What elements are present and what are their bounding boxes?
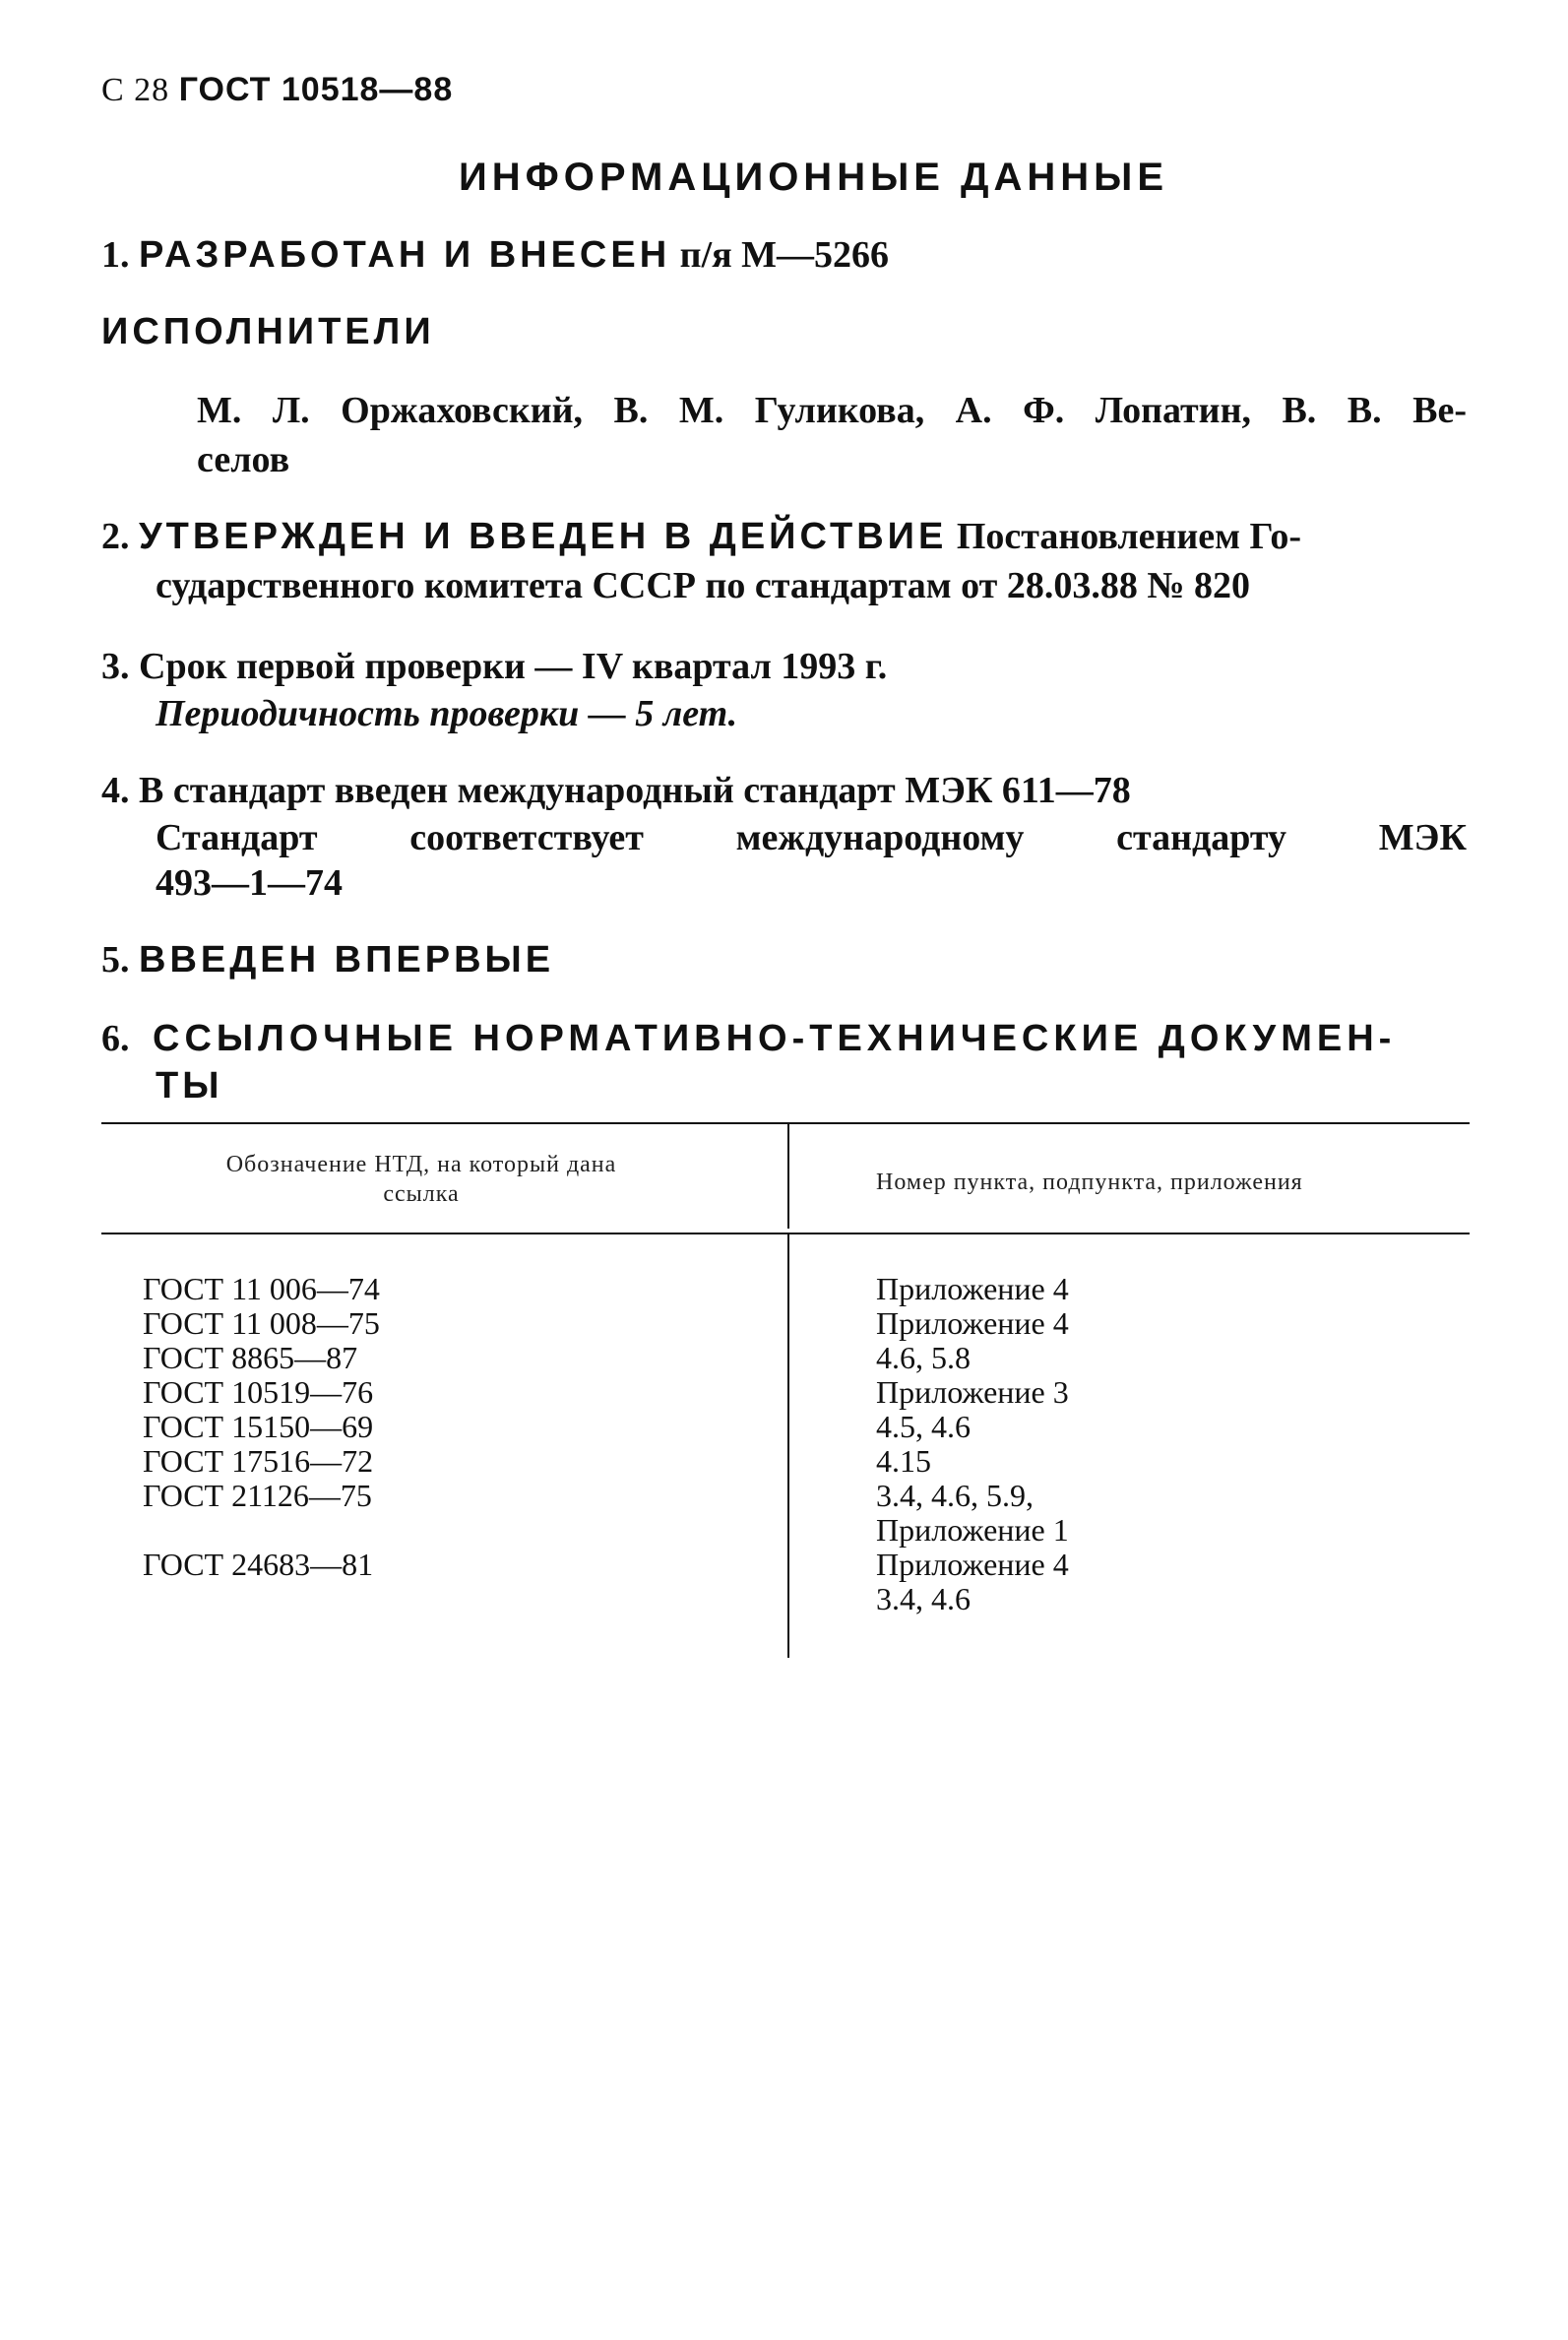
section-5: [101, 935, 554, 984]
table-cell-ref: Приложение 1: [876, 1512, 1069, 1548]
standard-designation: ГОСТ 10518—88: [178, 71, 454, 108]
table-cell-doc: ГОСТ 11 008—75: [143, 1305, 380, 1341]
section-1: [101, 230, 889, 280]
running-head: [101, 71, 453, 109]
table-cell-ref: Приложение 4: [876, 1271, 1069, 1306]
page-prefix: С 28: [101, 72, 170, 108]
table-doc-column: [143, 1272, 733, 1582]
section-6-line-2: ТЫ: [156, 1065, 223, 1107]
header-left-line-2: ссылка: [383, 1181, 460, 1207]
section-4-line-2: Стандарт соответствует международному стандарту МЭК: [156, 817, 1467, 858]
table-cell-ref: 4.6, 5.8: [876, 1340, 971, 1375]
page-title: ИНФОРМАЦИОННЫЕ ДАННЫЕ: [458, 156, 1169, 199]
executors-line-1: М. Л. Оржаховский, В. М. Гуликова, А. Ф. Лопатин, В. В. Ве-: [197, 390, 1467, 431]
section-3-line-2: Периодичность проверки — 5 лет.: [156, 693, 738, 734]
table-top-rule: [101, 1122, 1470, 1124]
table-body-divider: [787, 1234, 789, 1658]
section-number: 5.: [101, 939, 130, 980]
section-number: 2.: [101, 516, 130, 557]
section-heading: УТВЕРЖДЕН И ВВЕДЕН В ДЕЙСТВИЕ: [139, 516, 948, 557]
table-cell-ref: Приложение 3: [876, 1374, 1069, 1410]
section-number: 3.: [101, 646, 130, 687]
table-cell-ref: Приложение 4: [876, 1305, 1069, 1341]
table-cell-ref: 4.15: [876, 1443, 931, 1479]
table-header-right: Номер пункта, подпункта, приложения: [876, 1170, 1303, 1195]
section-2: [101, 512, 1301, 561]
section-number: 1.: [101, 234, 130, 276]
section-2-line-2: сударственного комитета СССР по стандартам от 28.03.88 № 820: [156, 565, 1251, 606]
section-text: п/я М—5266: [679, 234, 890, 276]
section-4-line-3: 493—1—74: [156, 862, 343, 904]
section-6: [101, 1014, 1470, 1063]
table-cell-ref: 3.4, 4.6, 5.9,: [876, 1478, 1034, 1513]
table-header-rule: [101, 1233, 1470, 1234]
section-text: В стандарт введен международный стандарт МЭК 611—78: [139, 770, 1131, 811]
table-cell-doc: ГОСТ 21126—75: [143, 1478, 372, 1513]
table-cell-doc: ГОСТ 10519—76: [143, 1374, 374, 1410]
section-text: Постановлением Го-: [956, 516, 1302, 557]
table-header-left: [101, 1150, 741, 1209]
section-text: Срок первой проверки — IV квартал 1993 г.: [139, 646, 888, 687]
table-cell-doc: ГОСТ 15150—69: [143, 1409, 374, 1444]
section-heading: ССЫЛОЧНЫЕ НОРМАТИВНО-ТЕХНИЧЕСКИЕ ДОКУМЕН-: [153, 1018, 1397, 1059]
table-header-divider: [787, 1124, 789, 1229]
header-left-line-1: Обозначение НТД, на который дана: [225, 1152, 617, 1177]
section-number: 6.: [101, 1018, 130, 1059]
table-cell-ref: 3.4, 4.6: [876, 1581, 971, 1616]
table-cell-doc: ГОСТ 24683—81: [143, 1547, 374, 1582]
executors-heading: ИСПОЛНИТЕЛИ: [101, 311, 435, 352]
table-cell-doc: [143, 1513, 733, 1548]
section-heading: РАЗРАБОТАН И ВНЕСЕН: [139, 234, 671, 276]
table-cell-ref: Приложение 4: [876, 1547, 1069, 1582]
table-ref-column: [876, 1272, 1427, 1616]
section-4: [101, 766, 1131, 815]
section-3: [101, 642, 887, 691]
table-cell-doc: ГОСТ 11 006—74: [143, 1271, 380, 1306]
section-number: 4.: [101, 770, 130, 811]
table-cell-doc: ГОСТ 8865—87: [143, 1340, 358, 1375]
table-cell-ref: 4.5, 4.6: [876, 1409, 971, 1444]
executors-line-2: селов: [197, 439, 290, 480]
section-heading: ВВЕДЕН ВПЕРВЫЕ: [139, 939, 555, 980]
table-cell-doc: ГОСТ 17516—72: [143, 1443, 374, 1479]
